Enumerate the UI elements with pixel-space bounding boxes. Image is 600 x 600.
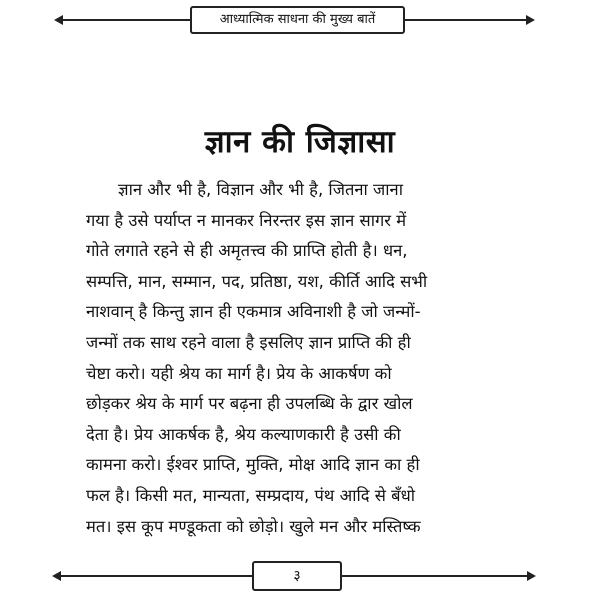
text-line: कामना करो। ईश्वर प्राप्ति, मुक्ति, मोक्ष आदि ज्ञान का ही [86, 455, 420, 475]
text-line: छोड़कर श्रेय के मार्ग पर बढ़ना ही उपलब्धि के द्वार खोल [86, 394, 413, 414]
header-right-rule [405, 19, 527, 21]
text-line: चेष्टा करो। यही श्रेय का मार्ग है। प्रेय के आकर्षण को [86, 363, 392, 383]
header-left-rule [62, 19, 190, 21]
running-header: आध्यात्मिक साधना की मुख्य बातें [190, 6, 405, 34]
text-line: जन्मों तक साथ रहने वाला है इसलिए ज्ञान प्राप्ति की ही [86, 332, 411, 352]
header-right-arrow-ornament [526, 15, 535, 25]
text-line: गया है उसे पर्याप्त न मानकर निरन्तर इस ज्ञान सागर में [86, 210, 407, 230]
footer-right-rule [342, 575, 528, 577]
text-line: सम्पत्ति, मान, सम्मान, पद, प्रतिष्ठा, यश, कीर्ति आदि सभी [86, 271, 428, 291]
footer-left-rule [60, 575, 252, 577]
text-line: फल है। किसी मत, मान्यता, सम्प्रदाय, पंथ आदि से बँधो [86, 485, 415, 505]
text-line: मत। इस कूप मण्डूकता को छोड़ो। खुले मन और मस्तिष्क [86, 516, 421, 536]
text-line: देता है। प्रेय आकर्षक है, श्रेय कल्याणकारी है उसी की [86, 424, 401, 444]
footer-right-arrow-ornament [527, 571, 536, 581]
text-line: ज्ञान और भी है, विज्ञान और भी है, जितना जाना [118, 180, 403, 199]
body-paragraph [86, 175, 534, 542]
text-line: नाशवान् है किन्तु ज्ञान ही एकमात्र अविनाशी है जो जन्मों- [86, 302, 421, 322]
chapter-title: ज्ञान की जिज्ञासा [204, 124, 396, 160]
text-line: गोते लगाते रहने से ही अमृतत्त्व की प्राप्ति होती है। धन, [86, 241, 408, 261]
page-number: ३ [252, 561, 342, 591]
